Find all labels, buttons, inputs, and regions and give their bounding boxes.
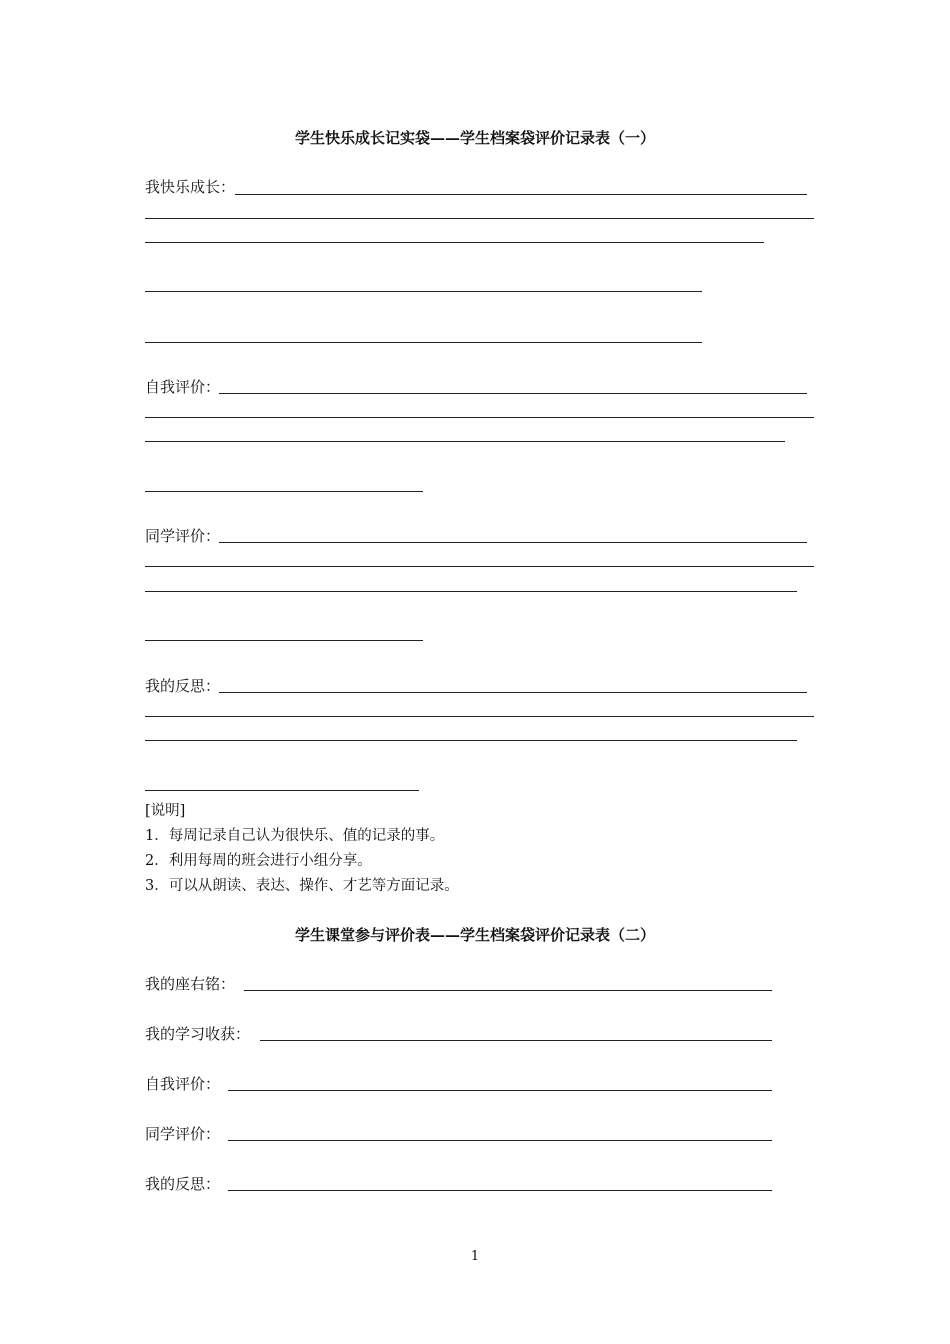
field-label-learning-gains: 我的学习收获：	[145, 1025, 251, 1043]
fill-line[interactable]	[145, 740, 797, 741]
fill-line[interactable]	[244, 990, 772, 991]
fill-line[interactable]	[145, 591, 797, 592]
field-label-peer-evaluation-2: 同学评价：	[145, 1125, 221, 1143]
fill-line[interactable]	[145, 291, 702, 292]
fill-line[interactable]	[145, 342, 702, 343]
page-number: 1	[470, 1249, 480, 1264]
field-label-self-evaluation-2: 自我评价：	[145, 1075, 221, 1093]
field-label-self-evaluation: 自我评价：	[145, 378, 221, 396]
fill-line[interactable]	[228, 1190, 772, 1191]
notes-heading: [说明]	[145, 803, 186, 819]
field-label-reflection: 我的反思：	[145, 677, 221, 695]
fill-line[interactable]	[145, 566, 814, 567]
fill-line[interactable]	[145, 242, 764, 243]
fill-line[interactable]	[260, 1040, 772, 1041]
fill-line[interactable]	[228, 1090, 772, 1091]
note-item: 3．可以从朗读、表达、操作、才艺等方面记录。	[145, 878, 459, 894]
field-label-peer-evaluation: 同学评价：	[145, 527, 221, 545]
fill-line[interactable]	[219, 692, 807, 693]
field-label-reflection-2: 我的反思：	[145, 1175, 221, 1193]
fill-line[interactable]	[235, 194, 807, 195]
fill-line[interactable]	[219, 542, 807, 543]
section2-title: 学生课堂参与评价表——学生档案袋评价记录表（二）	[294, 926, 655, 944]
fill-line[interactable]	[219, 393, 807, 394]
fill-line[interactable]	[228, 1140, 772, 1141]
fill-line[interactable]	[145, 716, 814, 717]
fill-line[interactable]	[145, 441, 785, 442]
field-label-happy-growth: 我快乐成长：	[145, 178, 236, 196]
fill-line[interactable]	[145, 790, 419, 791]
fill-line[interactable]	[145, 491, 423, 492]
fill-line[interactable]	[145, 640, 423, 641]
field-label-motto: 我的座右铭：	[145, 975, 236, 993]
section1-title: 学生快乐成长记实袋——学生档案袋评价记录表（一）	[294, 129, 655, 147]
note-item: 2．利用每周的班会进行小组分享。	[145, 853, 372, 869]
note-item: 1．每周记录自己认为很快乐、值的记录的事。	[145, 828, 445, 844]
fill-line[interactable]	[145, 218, 814, 219]
fill-line[interactable]	[145, 417, 814, 418]
